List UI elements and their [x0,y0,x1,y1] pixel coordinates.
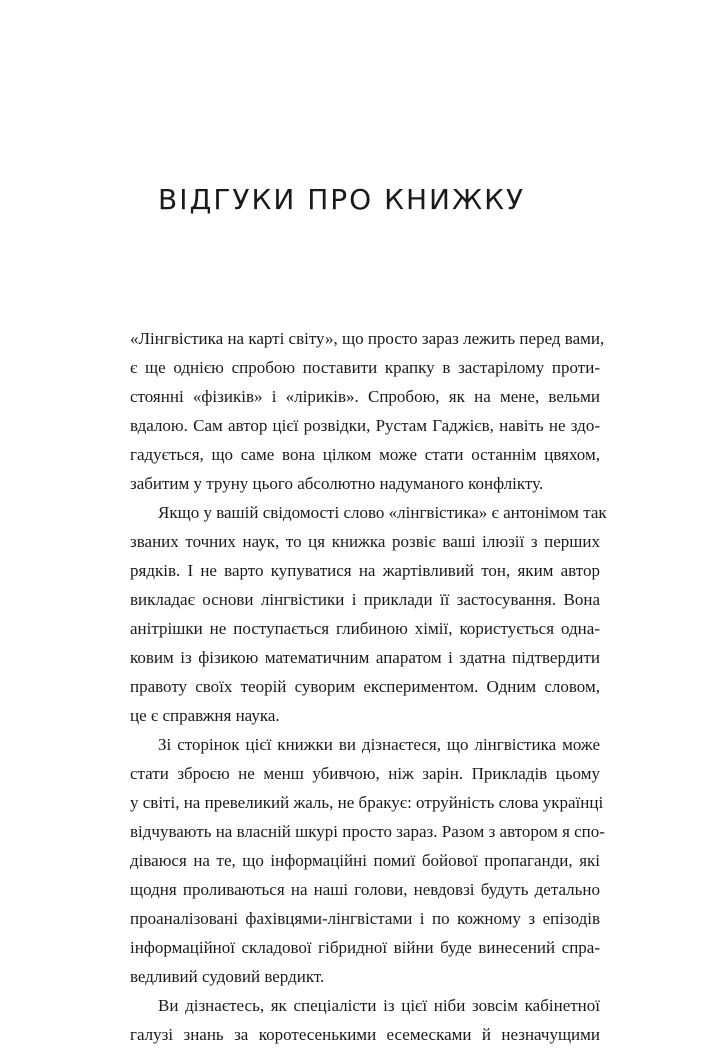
text-line: правоту своїх теорій суворим експериментом. Одним словом, [130,677,600,696]
text-line: проаналізовані фахівцями-лінгвістами і по кожному з епізодів [130,909,600,928]
text-line: ведливий судовий вердикт. [130,967,325,986]
text-line: званих точних наук, то ця книжка розвіє ваші ілюзії з перших [130,532,600,551]
text-line: гадується, що саме вона цілком може стати останнім цвяхом, [130,445,600,464]
paragraph-3 [130,730,605,991]
text-line: інформаційної складової гібридної війни буде винесений спра- [130,938,600,957]
text-line: діваюся на те, що інформаційні помиї бойової пропаганди, які [130,851,600,870]
text-line: анітрішки не поступається глибиною хімії, користується одна- [130,619,600,638]
text-line: Ви дізнаєтесь, як спеціалісти із цієї ніби зовсім кабінетної [158,996,600,1015]
text-line: відчувають на власній шкурі просто зараз. Разом з автором я спо- [130,822,605,841]
text-line: це є справжня наука. [130,706,280,725]
text-line: вдалою. Сам автор цієї розвідки, Рустам Гаджієв, навіть не здо- [130,416,600,435]
text-line: Зі сторінок цієї книжки ви дізнаєтеся, що лінгвістика може [158,735,600,754]
page-title: ВІДГУКИ ПРО КНИЖКУ [158,183,526,216]
text-line: викладає основи лінгвістики і приклади її застосування. Вона [130,590,600,609]
text-line: Якщо у вашій свідомості слово «лінгвістика» є антонімом так [158,503,607,522]
text-line: «Лінгвістика на карті світу», що просто зараз лежить перед вами, [130,329,605,348]
text-line: стати зброєю не менш убивчою, ніж зарін. Прикладів цьому [130,764,600,783]
text-line: щодня проливаються на наші голови, невдовзі будуть детально [130,880,600,899]
text-line: ковим із фізикою математичним апаратом і здатна підтвердити [130,648,600,667]
paragraph-2 [130,498,607,730]
text-line: забитим у труну цього абсолютно надуманого конфлікту. [130,474,544,493]
paragraph-1 [130,324,605,498]
text-line: є ще однією спробою поставити крапку в застарілому проти- [130,358,600,377]
text-line: галузі знань за коротесенькими есемесками й незначущими [130,1025,600,1044]
paragraph-4 [130,991,600,1049]
reviews-text [130,324,607,1049]
text-line: рядків. І не варто купуватися на жартівливий тон, яким автор [130,561,600,580]
text-line: у світі, на превеликий жаль, не бракує: отруйність слова українці [130,793,604,812]
text-line: стоянні «фізиків» і «ліриків». Спробою, як на мене, вельми [130,387,600,406]
